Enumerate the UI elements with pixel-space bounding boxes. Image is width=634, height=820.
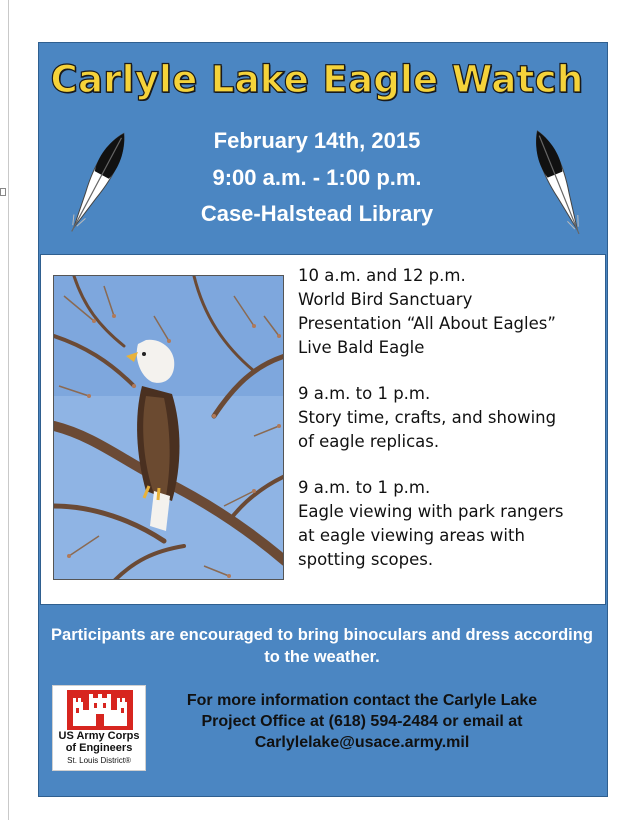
logo-text-line1: US Army Corps [58,730,140,742]
schedule-item [298,264,603,360]
schedule-item [298,476,603,572]
schedule-time: 10 a.m. and 12 p.m. [298,266,466,285]
event-venue: Case-Halstead Library [200,201,434,226]
contact-info [160,690,564,753]
logo-text-line2: of Engineers [65,742,133,754]
schedule-item [298,382,603,454]
logo-text-line3: St. Louis District® [67,756,131,765]
schedule-line: Eagle viewing with park rangers [298,502,564,521]
schedule-time: 9 a.m. to 1 p.m. [298,384,431,403]
schedule-line: spotting scopes. [298,550,434,569]
schedule-time: 9 a.m. to 1 p.m. [298,478,431,497]
flyer-title: Carlyle Lake Eagle Watch [50,58,584,101]
contact-line: Project Office at (618) 594-2484 or email at [201,713,523,730]
participants-note: Participants are encouraged to bring binoculars and dress according to the weather. [51,626,593,666]
bald-eagle-image [54,276,284,580]
schedule-line: World Bird Sanctuary [298,290,473,309]
schedule-list [298,264,603,594]
contact-line: For more information contact the Carlyle Lake [186,692,538,709]
event-date: February 14th, 2015 [213,128,421,153]
army-corps-logo [52,685,146,771]
bald-eagle-photo [53,275,284,580]
schedule-line: Presentation “All About Eagles” [298,314,556,333]
schedule-line: Live Bald Eagle [298,338,425,357]
schedule-line: Story time, crafts, and showing [298,408,557,427]
army-corps-castle-icon [67,690,133,730]
schedule-line: at eagle viewing areas with [298,526,525,545]
schedule-line: of eagle replicas. [298,432,440,451]
contact-email: Carlylelake@usace.army.mil [254,734,470,751]
page-edge [0,0,9,820]
event-time: 9:00 a.m. - 1:00 p.m. [212,165,422,190]
